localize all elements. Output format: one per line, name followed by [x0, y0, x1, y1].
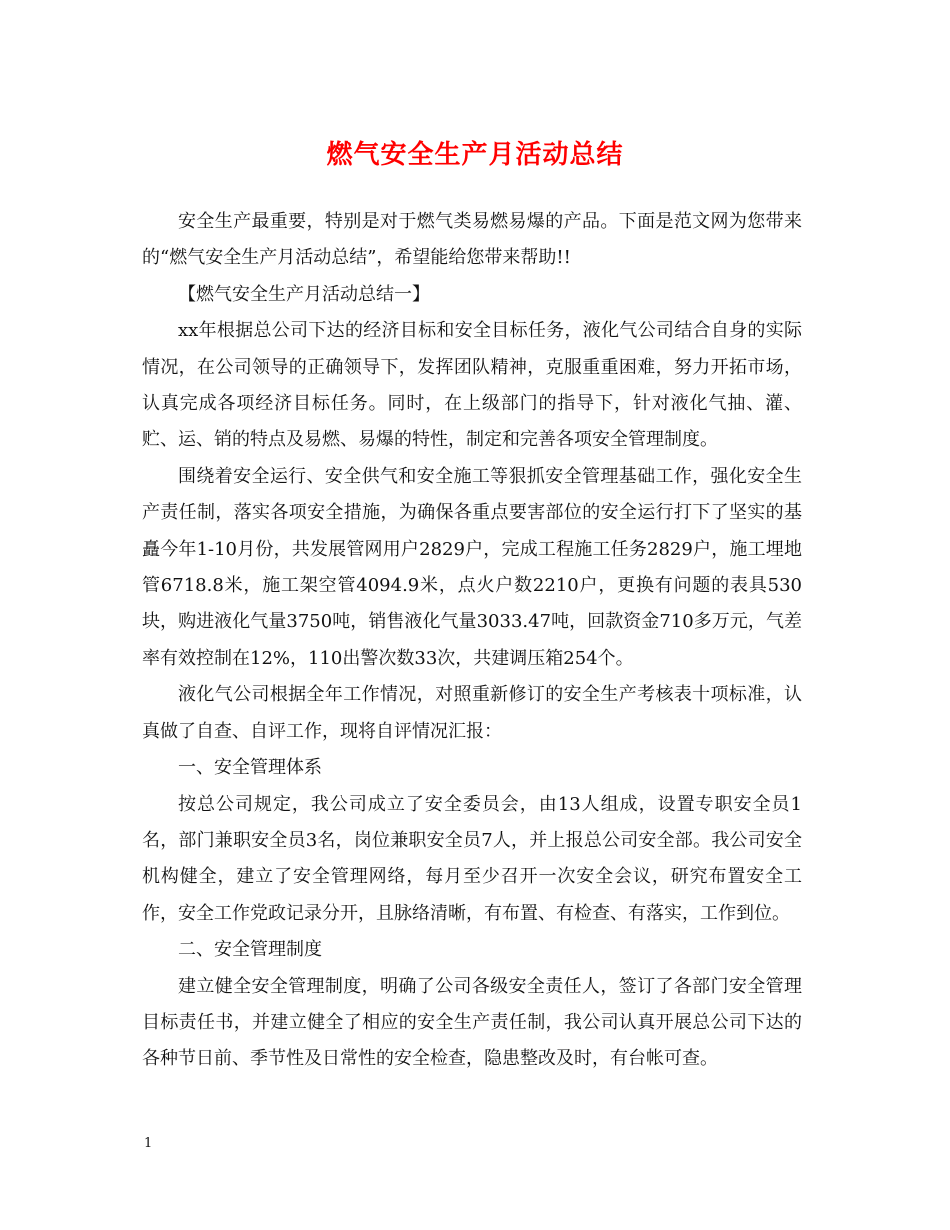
- paragraph-statistics: 围绕着安全运行、安全供气和安全施工等狠抓安全管理基础工作，强化安全生产责任制，落实各项安全措施，为确保各重点要害部位的安全运行打下了坚实的基矗今年1-10月份，共发展管网用户2829户，完成工程施工任务2829户，施工埋地管6718.8米，施工架空管4094.9米，点火户数2210户，更换有问题的表具530块，购进液化气量3750吨，销售液化气量3033.47吨，回款资金710多万元，气差率有效控制在12%，110出警次数33次，共建调压箱254个。: [142, 465, 802, 669]
- paragraph-management-rules: 建立健全安全管理制度，明确了公司各级安全责任人，签订了各部门安全管理目标责任书，并建立健全了相应的安全生产责任制，我公司认真开展总公司下达的各种节日前、季节性及日常性的安全检查，隐患整改及时，有台帐可查。: [142, 975, 802, 1070]
- paragraph-intro: 安全生产最重要，特别是对于燃气类易燃易爆的产品。下面是范文网为您带来的“燃气安全生产月活动总结”，希望能给您带来帮助!!: [142, 211, 802, 269]
- document-body: [142, 204, 802, 1078]
- section-heading-management-system: 一、安全管理体系: [178, 757, 322, 779]
- page-number: 1: [144, 1136, 153, 1151]
- paragraph-management-system: 按总公司规定，我公司成立了安全委员会，由13人组成，设置专职安全员1名，部门兼职安全员3名，岗位兼职安全员7人，并上报总公司安全部。我公司安全机构健全，建立了安全管理网络，每月至少召开一次安全会议，研究布置安全工作，安全工作党政记录分开，且脉络清晰，有布置、有检查、有落实，工作到位。: [142, 793, 802, 924]
- paragraph-self-assessment: 液化气公司根据全年工作情况，对照重新修订的安全生产考核表十项标准，认真做了自查、自评工作，现将自评情况汇报：: [142, 684, 802, 742]
- document-title: 燃气安全生产月活动总结: [326, 140, 624, 170]
- section-heading-management-rules: 二、安全管理制度: [178, 939, 322, 961]
- section-heading-summary-one: 【燃气安全生产月活动总结一】: [178, 283, 430, 305]
- paragraph-overview: xx年根据总公司下达的经济目标和安全目标任务，液化气公司结合自身的实际情况，在公司领导的正确领导下，发挥团队精神，克服重重困难，努力开拓市场，认真完成各项经济目标任务。同时，在上级部门的指导下，针对液化气抽、灌、贮、运、销的特点及易燃、易爆的特性，制定和完善各项安全管理制度。: [142, 320, 802, 451]
